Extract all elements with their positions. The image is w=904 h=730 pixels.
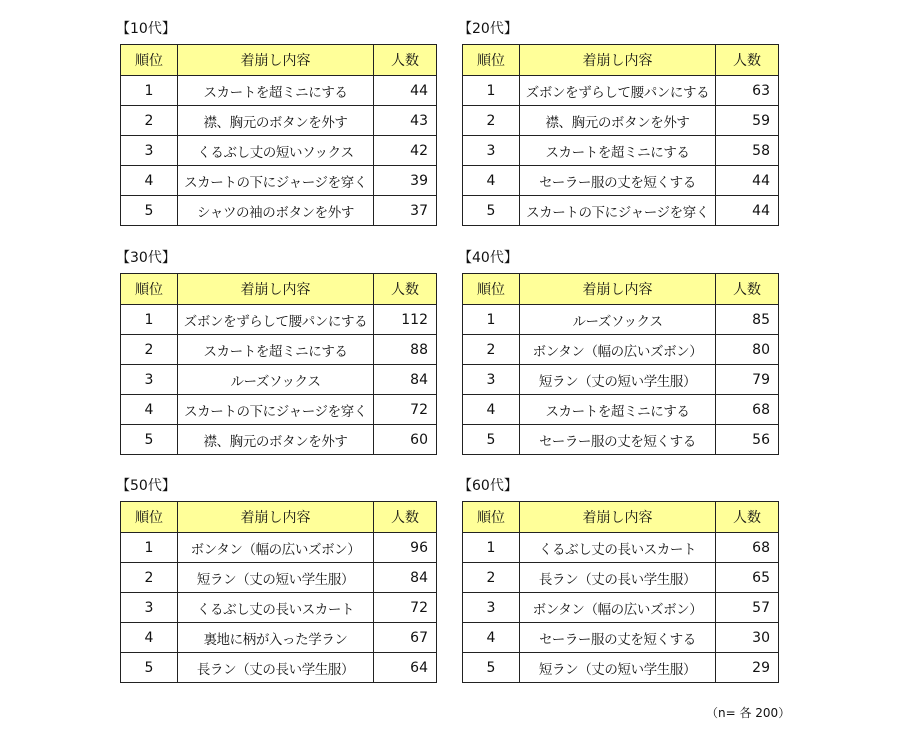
header-row (463, 502, 779, 533)
rank-cell: 4 (463, 395, 520, 425)
count-cell: 64 (374, 653, 437, 683)
rank-cell: 2 (121, 106, 178, 136)
count-cell: 84 (374, 365, 437, 395)
rank-cell: 2 (463, 335, 520, 365)
item-cell: 襟、胸元のボタンを外す (178, 425, 374, 455)
table-row (121, 563, 437, 593)
item-cell: 長ラン（丈の長い学生服） (520, 563, 716, 593)
rank-cell: 1 (121, 305, 178, 335)
count-cell: 79 (716, 365, 779, 395)
item-cell: スカートの下にジャージを穿く (520, 196, 716, 226)
rank-cell: 2 (121, 563, 178, 593)
count-cell: 85 (716, 305, 779, 335)
count-cell: 84 (374, 563, 437, 593)
item-cell: 襟、胸元のボタンを外す (178, 106, 374, 136)
count-cell: 56 (716, 425, 779, 455)
item-cell: くるぶし丈の短いソックス (178, 136, 374, 166)
table-row (121, 593, 437, 623)
item-header: 着崩し内容 (178, 274, 374, 305)
table-row (121, 623, 437, 653)
rank-cell: 1 (463, 533, 520, 563)
count-header: 人数 (716, 274, 779, 305)
item-cell: 短ラン（丈の短い学生服） (520, 365, 716, 395)
rank-cell: 4 (121, 166, 178, 196)
count-cell: 44 (716, 166, 779, 196)
rank-cell: 1 (121, 533, 178, 563)
ranking-table (462, 44, 779, 226)
table-row (121, 533, 437, 563)
item-cell: ズボンをずらして腰パンにする (178, 305, 374, 335)
rank-cell: 5 (121, 425, 178, 455)
rank-header: 順位 (463, 45, 520, 76)
rank-cell: 4 (121, 623, 178, 653)
table-row (121, 425, 437, 455)
count-cell: 68 (716, 533, 779, 563)
count-cell: 80 (716, 335, 779, 365)
item-cell: ボンタン（幅の広いズボン） (178, 533, 374, 563)
count-header: 人数 (374, 502, 437, 533)
rank-cell: 1 (121, 76, 178, 106)
rank-cell: 4 (121, 395, 178, 425)
count-cell: 44 (374, 76, 437, 106)
table-row (463, 623, 779, 653)
table-row (121, 395, 437, 425)
table-row (121, 653, 437, 683)
item-cell: スカートの下にジャージを穿く (178, 395, 374, 425)
table-row (463, 425, 779, 455)
rank-header: 順位 (121, 45, 178, 76)
rank-cell: 5 (463, 196, 520, 226)
table-row (463, 196, 779, 226)
table-row (121, 335, 437, 365)
count-cell: 57 (716, 593, 779, 623)
table-row (463, 136, 779, 166)
item-cell: 裏地に柄が入った学ラン (178, 623, 374, 653)
count-cell: 88 (374, 335, 437, 365)
table-row (463, 106, 779, 136)
rank-header: 順位 (121, 274, 178, 305)
table-row (121, 196, 437, 226)
header-row (121, 274, 437, 305)
table-row (463, 365, 779, 395)
count-cell: 43 (374, 106, 437, 136)
item-cell: くるぶし丈の長いスカート (520, 533, 716, 563)
count-cell: 44 (716, 196, 779, 226)
table-row (463, 593, 779, 623)
header-row (121, 502, 437, 533)
table-row (121, 305, 437, 335)
item-cell: シャツの袖のボタンを外す (178, 196, 374, 226)
rank-cell: 4 (463, 623, 520, 653)
count-cell: 58 (716, 136, 779, 166)
item-header: 着崩し内容 (520, 45, 716, 76)
table-row (121, 365, 437, 395)
count-cell: 63 (716, 76, 779, 106)
item-cell: セーラー服の丈を短くする (520, 623, 716, 653)
table-row (463, 653, 779, 683)
table-row (463, 166, 779, 196)
rank-cell: 5 (463, 425, 520, 455)
count-cell: 96 (374, 533, 437, 563)
rank-cell: 1 (463, 305, 520, 335)
ranking-table (120, 273, 437, 455)
rank-cell: 5 (121, 653, 178, 683)
rank-header: 順位 (121, 502, 178, 533)
table-row (463, 76, 779, 106)
header-row (121, 45, 437, 76)
header-row (463, 274, 779, 305)
item-cell: 襟、胸元のボタンを外す (520, 106, 716, 136)
rank-cell: 3 (463, 593, 520, 623)
item-header: 着崩し内容 (520, 502, 716, 533)
rank-header: 順位 (463, 502, 520, 533)
item-cell: ボンタン（幅の広いズボン） (520, 593, 716, 623)
panel-title: 【10代】 (116, 21, 176, 37)
item-header: 着崩し内容 (178, 45, 374, 76)
item-cell: ルーズソックス (520, 305, 716, 335)
item-cell: スカートの下にジャージを穿く (178, 166, 374, 196)
panel-title: 【30代】 (116, 250, 176, 266)
count-header: 人数 (374, 274, 437, 305)
table-row (463, 395, 779, 425)
ranking-table (462, 501, 779, 683)
ranking-table (120, 501, 437, 683)
count-cell: 59 (716, 106, 779, 136)
item-cell: 長ラン（丈の長い学生服） (178, 653, 374, 683)
rank-cell: 3 (463, 136, 520, 166)
count-cell: 68 (716, 395, 779, 425)
table-row (463, 563, 779, 593)
ranking-table (120, 44, 437, 226)
rank-cell: 3 (121, 136, 178, 166)
count-cell: 65 (716, 563, 779, 593)
item-cell: スカートを超ミニにする (178, 335, 374, 365)
panel-title: 【50代】 (116, 478, 176, 494)
item-header: 着崩し内容 (520, 274, 716, 305)
item-cell: ズボンをずらして腰パンにする (520, 76, 716, 106)
ranking-table (462, 273, 779, 455)
count-header: 人数 (374, 45, 437, 76)
count-cell: 29 (716, 653, 779, 683)
sample-size-note: （n= 各 200） (706, 706, 791, 720)
table-row (121, 136, 437, 166)
item-cell: スカートを超ミニにする (178, 76, 374, 106)
rank-cell: 5 (463, 653, 520, 683)
table-row (121, 166, 437, 196)
item-cell: くるぶし丈の長いスカート (178, 593, 374, 623)
item-cell: セーラー服の丈を短くする (520, 166, 716, 196)
table-row (463, 305, 779, 335)
item-cell: ルーズソックス (178, 365, 374, 395)
count-cell: 42 (374, 136, 437, 166)
count-header: 人数 (716, 45, 779, 76)
table-row (121, 106, 437, 136)
count-header: 人数 (716, 502, 779, 533)
rank-cell: 5 (121, 196, 178, 226)
rank-cell: 3 (121, 593, 178, 623)
item-header: 着崩し内容 (178, 502, 374, 533)
rank-cell: 3 (121, 365, 178, 395)
item-cell: セーラー服の丈を短くする (520, 425, 716, 455)
header-row (463, 45, 779, 76)
panel-title: 【20代】 (458, 21, 518, 37)
panel-title: 【40代】 (458, 250, 518, 266)
table-row (121, 76, 437, 106)
item-cell: 短ラン（丈の短い学生服） (520, 653, 716, 683)
rank-cell: 4 (463, 166, 520, 196)
count-cell: 72 (374, 395, 437, 425)
rank-header: 順位 (463, 274, 520, 305)
table-row (463, 335, 779, 365)
count-cell: 60 (374, 425, 437, 455)
rank-cell: 3 (463, 365, 520, 395)
rank-cell: 2 (121, 335, 178, 365)
table-row (463, 533, 779, 563)
item-cell: 短ラン（丈の短い学生服） (178, 563, 374, 593)
count-cell: 39 (374, 166, 437, 196)
item-cell: ボンタン（幅の広いズボン） (520, 335, 716, 365)
count-cell: 67 (374, 623, 437, 653)
rank-cell: 2 (463, 106, 520, 136)
rank-cell: 2 (463, 563, 520, 593)
item-cell: スカートを超ミニにする (520, 395, 716, 425)
rank-cell: 1 (463, 76, 520, 106)
count-cell: 30 (716, 623, 779, 653)
count-cell: 37 (374, 196, 437, 226)
count-cell: 112 (374, 305, 437, 335)
panel-title: 【60代】 (458, 478, 518, 494)
count-cell: 72 (374, 593, 437, 623)
item-cell: スカートを超ミニにする (520, 136, 716, 166)
